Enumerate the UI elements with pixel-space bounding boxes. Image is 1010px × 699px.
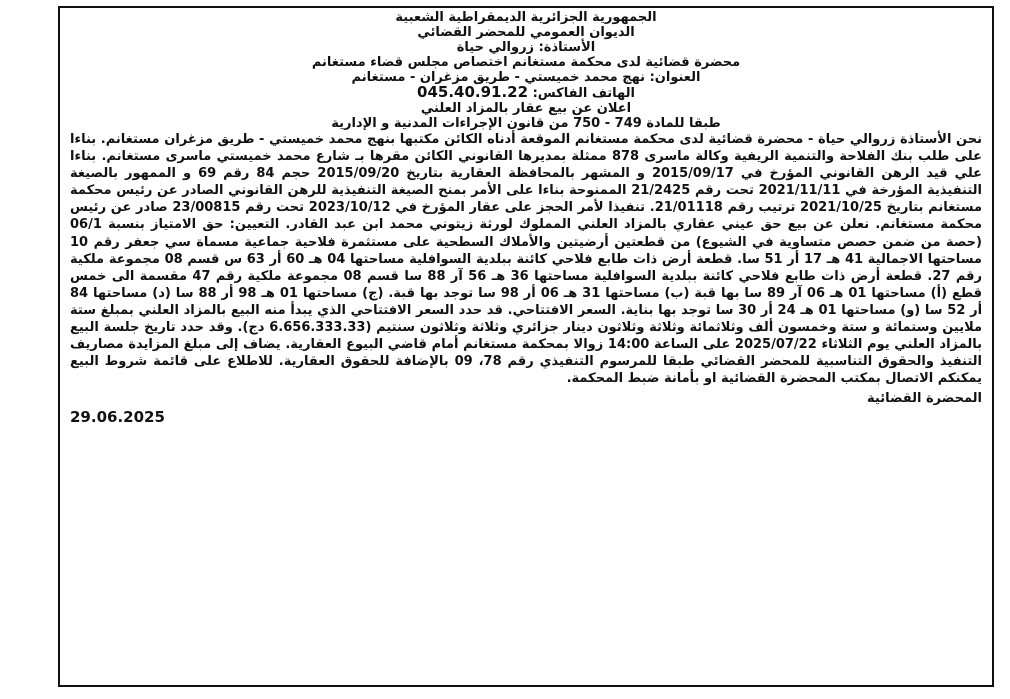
office-name: الديوان العمومي للمحضر القضائي [417, 25, 635, 40]
phone-number: 045.40.91.22 [417, 83, 529, 101]
notice-body: نحن الأستاذة زروالي حياة - محضرة قضائية لدى محكمة مستغانم الموقعة أدناه الكائن مكتبها بنهج محمد خميستي - طريق مزغران مستغانم. بناءا على طلب بنك الفلاحة والتنمية الريفية وكالة ماسرى 878 ممثلة بمديرها القانوني الكائن مقرها بـ شارع محمد خميستي ماسرى مستغانم. بناءا علي قيد الرهن القانوني المؤرخ في 2015/09/17 و المشهر بالمحافظة العقارية بتاريخ 2015/09/20 حجم 84 رقم 69 و الممهور بالصيغة التنفيذية المؤرخة في 2021/11/11 تحت رقم 21/2425 الممنوحة بناءا على الأمر بمنح الصيغة التنفيذية للرهن القانوني الصادر عن رئيس محكمة مستغانم بتاريخ 2021/10/25 ترتيب رقم 21/01118. تنفيذا لأمر الحجز على عقار المؤرخ في 2023/10/12 تحت رقم 23/00815 صادر عن رئيس محكمة مستغانم. نعلن عن بيع حق عيني عقاري بالمزاد العلني المملوك لورثة زيتوني محمد ابن عبد القادر. التعيين: حق الامتياز بنسبة 06/1 (حصة من ضمن حصص متساوية في الشيوع) من قطعتين أرضيتين والأملاك السطحية على مستثمرة فلاحية جماعية مسماة سي جعفر رقم 10 مساحتها الاجمالية 41 هـ 17 أر 51 سا. قطعة أرض ذات طابع فلاحي كائنة ببلدية السوافلية مساحتها 04 هـ 60 أر 63 س قسم 08 مجموعة ملكية رقم 27. قطعة أرض ذات طابع فلاحي كائنة ببلدية السوافلية مساحتها 36 هـ 56 آر 88 سا قسم 08 مجموعة ملكية رقم 47 مقسمة الى خمس قطع (أ) مساحتها 01 هـ 06 آر 89 سا بها قبة (ب) مساحتها 31 هـ 06 أر 98 سا توجد بها قبة. (ج) مساحتها 01 هـ 98 أر 88 سا (د) مساحتها 84 أر 52 سا (و) مساحتها 01 هـ 24 أر 30 سا توجد بها بناية. السعر الافتتاحي. قد حدد السعر الافتتاحي الذي يبدأ منه البيع بالمزاد العلني بمبلغ ستة ملايين وستمائة و ستة وخمسون ألف وثلاثمائة وثلاثة وثلاثون دينار جزائري وثلاثة وثلاثون سنتيم (6.656.333.33 دج). وقد حدد تاريخ جلسة البيع بالمزاد العلني يوم الثلاثاء 2025/07/22 على الساعة 14:00 زوالا بمحكمة مستغانم أمام قاضي البيوع العقارية. يضاف إلى مبلغ المزايدة مصاريف التنفيذ والحقوق التناسبية للمحضر القضائي طبقا للمرسوم التنفيذي رقم 78، 09 بالإضافة للحقوق العقارية. للاطلاع على قائمة شروط البيع يمكنكم الاتصال بمكتب المحضرة القضائية او بأمانة ضبط المحكمة. [70, 132, 983, 387]
notice-header [70, 10, 982, 131]
country-name: الجمهورية الجزائرية الديمقراطية الشعبية [395, 10, 657, 25]
notice-footer [70, 389, 982, 428]
phone-line [70, 85, 982, 101]
phone-label: الهاتف الفاكس: [532, 86, 635, 101]
legal-reference: طبقا للمادة 749 - 750 من قانون الإجراءات المدنية و الإدارية [331, 116, 721, 131]
notice-date: 29.06.2025 [70, 408, 165, 427]
notice-title: اعلان عن بيع عقار بالمزاد العلني [420, 101, 632, 116]
jurisdiction: محضرة قضائية لدى محكمة مستغانم اختصاص مجلس قضاء مستغانم [311, 55, 741, 70]
signature: المحضرة القضائية [867, 391, 982, 407]
legal-notice [58, 6, 994, 687]
date-row [70, 408, 982, 428]
bailiff-name: الأستاذة: زروالي حياة [456, 40, 596, 55]
address: العنوان: نهج محمد خميستي - طريق مزغران - مستغانم [351, 70, 701, 85]
